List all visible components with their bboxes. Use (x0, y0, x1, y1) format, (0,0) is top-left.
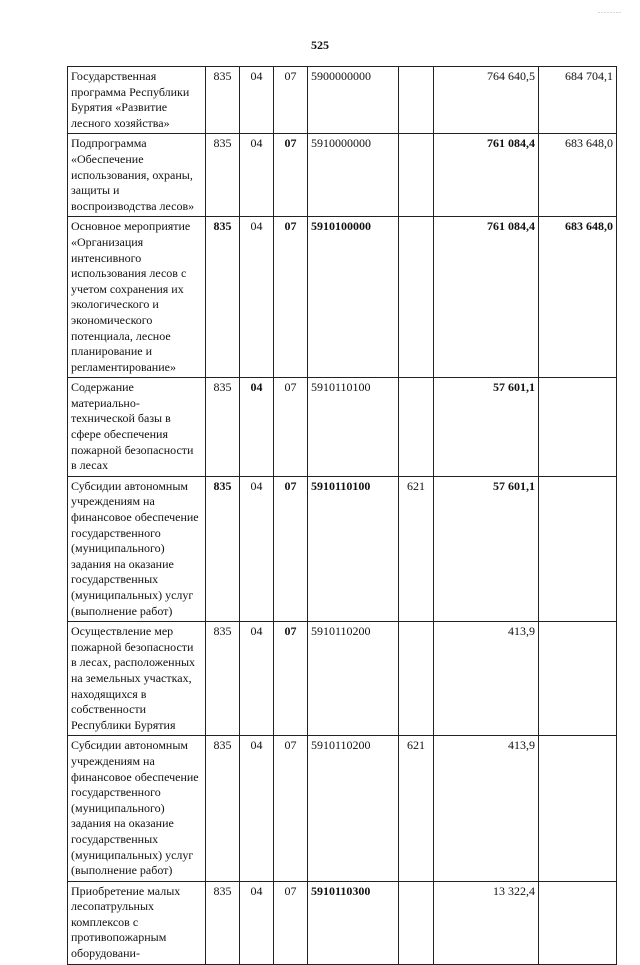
table-row (68, 134, 617, 217)
row-subsection: 07 (274, 378, 308, 477)
row-code: 835 (206, 134, 240, 217)
row-target-code: 5910100000 (308, 217, 399, 378)
table-row (68, 217, 617, 378)
table-row (68, 378, 617, 477)
row-subsection: 07 (274, 622, 308, 736)
row-code: 835 (206, 378, 240, 477)
row-amount-1: 764 640,5 (434, 67, 539, 134)
row-amount-2 (539, 881, 617, 964)
row-amount-1: 413,9 (434, 736, 539, 881)
row-name: Подпрограмма «Обеспечение использования, охраны, защиты и воспроизводства лесов» (68, 134, 206, 217)
row-subsection: 07 (274, 881, 308, 964)
row-amount-1: 13 322,4 (434, 881, 539, 964)
row-name: Субсидии автономным учреждениям на финансовое обеспечение государственного (муниципального) задания на оказание государственных (муниципальных) услуг (выполнение работ) (68, 476, 206, 621)
row-expense-type (399, 217, 434, 378)
row-expense-type: 621 (399, 476, 434, 621)
row-amount-2 (539, 476, 617, 621)
row-name: Субсидии автономным учреждениям на финансовое обеспечение государственного (муниципального) задания на оказание государственных (муниципальных) услуг (выполнение работ) (68, 736, 206, 881)
row-section: 04 (240, 67, 274, 134)
row-code: 835 (206, 622, 240, 736)
table-row (68, 476, 617, 621)
row-amount-2: 684 704,1 (539, 67, 617, 134)
row-code: 835 (206, 67, 240, 134)
row-subsection: 07 (274, 134, 308, 217)
row-code: 835 (206, 476, 240, 621)
table-row (68, 736, 617, 881)
row-amount-1: 413,9 (434, 622, 539, 736)
row-section: 04 (240, 378, 274, 477)
row-section: 04 (240, 736, 274, 881)
table-row (68, 881, 617, 964)
row-amount-1: 761 084,4 (434, 134, 539, 217)
row-name: Основное мероприятие «Организация интенсивного использования лесов с учетом сохранения их экологического и экономического потенциала, лесное планирование и регламентирование» (68, 217, 206, 378)
row-subsection: 07 (274, 476, 308, 621)
row-target-code: 5900000000 (308, 67, 399, 134)
row-name: Содержание материально-технической базы в сфере обеспечения пожарной безопасности в лесах (68, 378, 206, 477)
row-subsection: 07 (274, 67, 308, 134)
row-amount-1: 57 601,1 (434, 378, 539, 477)
row-amount-1: 761 084,4 (434, 217, 539, 378)
row-subsection: 07 (274, 217, 308, 378)
row-amount-2: 683 648,0 (539, 134, 617, 217)
row-section: 04 (240, 217, 274, 378)
row-section: 04 (240, 476, 274, 621)
row-code: 835 (206, 881, 240, 964)
row-name: Государственная программа Республики Бурятия «Развитие лесного хозяйства» (68, 67, 206, 134)
row-amount-2: 683 648,0 (539, 217, 617, 378)
row-section: 04 (240, 881, 274, 964)
row-code: 835 (206, 217, 240, 378)
row-amount-2 (539, 736, 617, 881)
corner-mark: ........ (598, 6, 622, 15)
row-expense-type (399, 622, 434, 736)
row-section: 04 (240, 622, 274, 736)
page-number: 525 (311, 38, 329, 52)
row-target-code: 5910110200 (308, 622, 399, 736)
row-target-code: 5910110300 (308, 881, 399, 964)
row-name: Приобретение малых лесопатрульных комплексов с противопожарным оборудовани- (68, 881, 206, 964)
row-target-code: 5910110100 (308, 476, 399, 621)
row-expense-type (399, 881, 434, 964)
row-expense-type (399, 378, 434, 477)
row-target-code: 5910000000 (308, 134, 399, 217)
row-target-code: 5910110200 (308, 736, 399, 881)
row-subsection: 07 (274, 736, 308, 881)
row-section: 04 (240, 134, 274, 217)
row-target-code: 5910110100 (308, 378, 399, 477)
row-amount-1: 57 601,1 (434, 476, 539, 621)
row-code: 835 (206, 736, 240, 881)
budget-table (67, 66, 617, 965)
row-expense-type (399, 67, 434, 134)
row-expense-type: 621 (399, 736, 434, 881)
row-amount-2 (539, 622, 617, 736)
row-name: Осуществление мер пожарной безопасности в лесах, расположенных на земельных участках, находящихся в собственности Республики Бурятия (68, 622, 206, 736)
table-row (68, 67, 617, 134)
row-amount-2 (539, 378, 617, 477)
row-expense-type (399, 134, 434, 217)
table-row (68, 622, 617, 736)
